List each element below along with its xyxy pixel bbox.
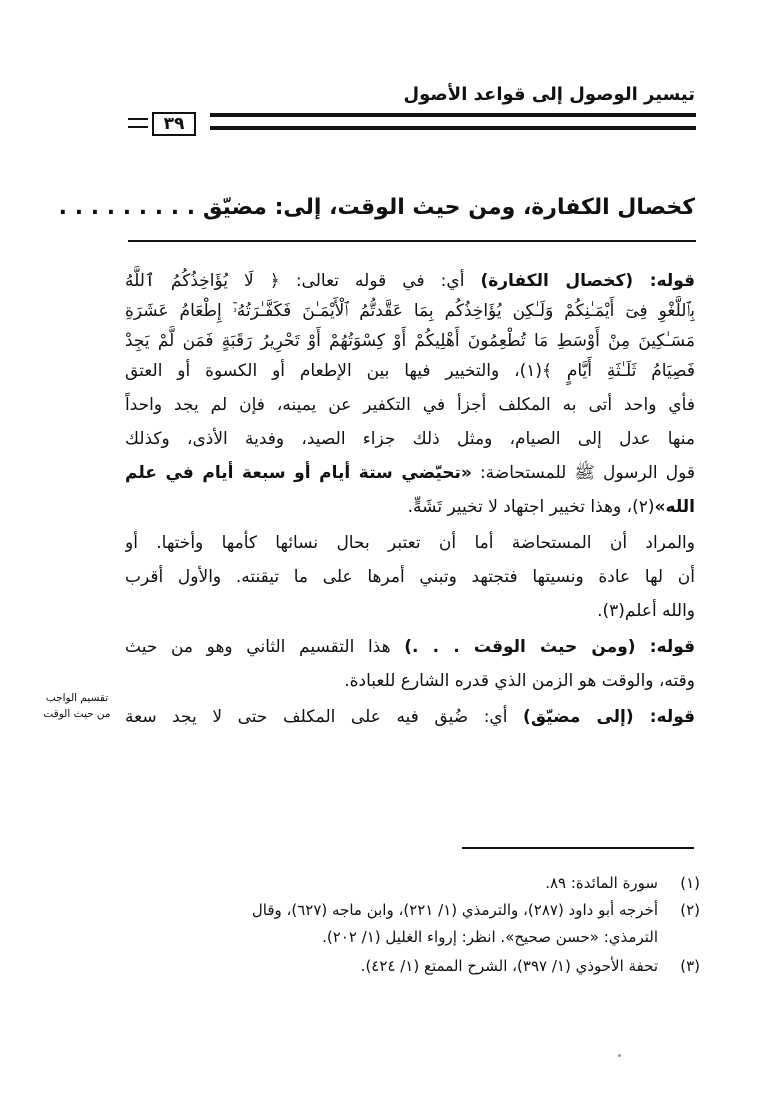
quran-verse-line-1: بِٱللَّغْوِ فِىٓ أَيْمَـٰنِكُمْ وَلَـٰكِن يُؤَاخِذُكُم بِمَا عَقَّدتُّمُ ٱلْأَيْمَـٰنَ فَكَفَّـٰرَتُهُۥٓ إِطْعَامُ عَشَرَةِ [125,301,695,321]
page-number: ٣٩ [152,112,196,136]
body-line-8-rest: (٢)، وهذا تخيير اجتهاد لا تخيير تَشَهٍّ. [407,497,655,517]
footnote-1-text: سورة المائدة: ٨٩. [545,874,658,892]
body-line-6: منها عدل إلى الصيام، ومثل ذلك جزاء الصيد، وفدية الأذى، وكذلك [125,429,695,449]
footnote-separator [462,847,694,849]
footnote-3-text: تحفة الأحوذي (١/ ٣٩٧)، الشرح الممتع (١/ ٤٢٤). [360,957,658,975]
quoted-phrase: (ومن حيث الوقت . . .) [404,637,636,657]
body-line-1-rest: أي: في قوله تعالى: ﴿ لَا يُؤَاخِذُكُمُ ٱللَّهُ [125,271,481,291]
header-rule-left-2 [128,126,148,128]
margin-note [36,690,118,722]
hadith-quote: «تحيّضي ستة أيام أو سبعة أيام في علم [125,463,472,483]
body-line-5: فأي واحد أتى به المكلف أجزأ في التكفير عن يمينه، فإن لم يجد واحداً [125,395,695,415]
body-line-7-lead: قول الرسول ﷺ للمستحاضة: [471,463,695,483]
header-rule-bottom-right [210,126,696,130]
header-rule-left-1 [128,118,148,120]
body-line-7 [125,458,695,488]
footnote-2-text: أخرجه أبو داود (٢٨٧)، والترمذي (١/ ٢٢١)، وابن ماجه (٦٢٧)، وقال [251,901,658,919]
body-line-14-lead: قوله: [633,707,695,727]
body-line-12-lead: قوله: [635,637,695,657]
quoted-phrase: (إلى مضيّق) [523,707,634,727]
body-line-1 [125,266,695,296]
footnote-1 [120,870,700,896]
body-line-10: أن لها عادة ونسيتها فتجتهد وتبني أمرها على ما تيقنته. والأول أقرب [125,567,695,587]
running-title: تيسير الوصول إلى قواعد الأصول [403,84,695,105]
quoted-phrase: (كخصال الكفارة) [480,271,634,291]
footnote-2 [120,897,700,923]
header-rule-top-right [210,113,696,117]
body-line-8 [125,492,695,522]
margin-note-line-2: من حيث الوقت [43,708,111,720]
body-line-9: والمراد أن المستحاضة أما أن تعتبر بحال نسائها كأمها وأختها. أو [125,533,695,553]
margin-note-line-1: تقسيم الواجب [45,692,109,704]
footnote-3-number: (٣) [680,957,700,975]
footnote-1-number: (١) [680,874,700,892]
body-line-13: وقته، والوقت هو الزمن الذي قدره الشارع للعبادة. [344,671,695,691]
body-line-12-rest: هذا التقسيم الثاني وهو من حيث [125,637,405,657]
footnote-3 [120,953,700,979]
scan-speck [618,1054,621,1057]
body-line-4: فَصِيَامُ ثَلَـٰثَةِ أَيَّامٍ ﴾(١)، والتخيير فيها بين الإطعام أو الكسوة أو العتق [125,361,695,381]
matn-separator [128,240,696,242]
quran-verse-line-2: مَسَـٰكِينَ مِنْ أَوْسَطِ مَا تُطْعِمُونَ أَهْلِيكُمْ أَوْ كِسْوَتُهُمْ أَوْ تَحْرِيرُ رَقَبَةٍ فَمَن لَّمْ يَجِدْ [125,331,695,351]
footnote-2-number: (٢) [680,901,700,919]
body-line-12 [125,632,695,662]
body-line-14-rest: أي: ضُيق فيه على المكلف حتى لا يجد سعة [125,707,524,727]
footnote-2-continued: الترمذي: «حسن صحيح». انظر: إرواء الغليل (١/ ٢٠٢). [322,928,658,946]
matn-text: كخصال الكفارة، ومن حيث الوقت، إلى: مضيّق . . . . . . . . . [58,195,695,220]
body-line-14 [125,702,695,732]
body-line-1-lead: قوله: [633,271,695,291]
body-line-11: والله أعلم(٣). [597,601,695,621]
hadith-quote-end: الله» [654,497,695,517]
